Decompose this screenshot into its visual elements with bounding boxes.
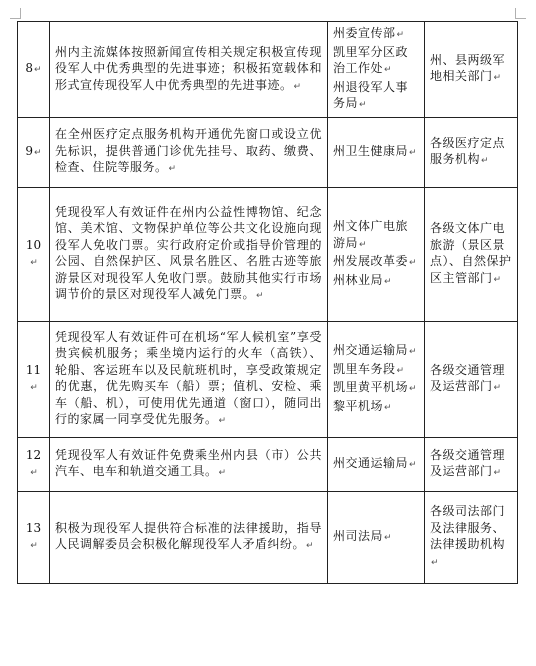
paragraph-mark: ↵ xyxy=(409,384,418,394)
measure-content: 积极为现役军人提供符合标准的法律援助，指导人民调解委员会积极化解现役军人矛盾纠纷。 xyxy=(55,520,322,551)
row-number-cell xyxy=(18,321,50,437)
implementing-unit: 各级司法部门及法律服务、法律援助机构 xyxy=(430,504,506,551)
paragraph-mark: ↵ xyxy=(384,276,393,287)
responsible-unit: 凯里黄平机场↵ xyxy=(333,380,418,394)
measure-content-cell xyxy=(50,321,328,437)
row-number-cell xyxy=(18,187,50,321)
measure-content: 凭现役军人有效证件可在机场“军人候机室”享受贵宾候机服务；乘坐境内运行的火车（高铁）、轮船、客运班车以及民航班机时，享受政策规定的优惠，优先购买车（船）票；值机、安检、乘车（船、机），可使用优先通道（窗口），随同出行的家属一同享受优先服务。 xyxy=(55,329,322,426)
implementing-unit-cell xyxy=(425,321,518,437)
paragraph-mark: ↵ xyxy=(409,347,418,357)
paragraph-mark: ↵ xyxy=(384,402,393,413)
measure-content-cell xyxy=(50,22,328,118)
table-row xyxy=(18,491,518,583)
policy-table-body xyxy=(18,22,518,584)
responsible-unit-cell xyxy=(328,187,425,321)
implementing-unit-cell xyxy=(425,491,518,583)
measure-content: 在全州医疗定点服务机构开通优先窗口或设立优先标识，提供普通门诊优先挂号、取药、缴费、检查、住院等服务。 xyxy=(55,127,322,175)
page-corner-mark-left xyxy=(10,8,21,19)
implementing-unit-cell xyxy=(425,437,518,491)
paragraph-mark: ↵ xyxy=(30,258,38,268)
policy-table xyxy=(17,21,518,584)
measure-content-cell xyxy=(50,491,328,583)
table-row xyxy=(18,117,518,187)
paragraph-mark: ↵ xyxy=(359,239,368,250)
measure-content-cell xyxy=(50,437,328,491)
paragraph-mark: ↵ xyxy=(493,383,502,393)
paragraph-mark: ↵ xyxy=(384,532,393,543)
table-row xyxy=(18,187,518,321)
paragraph-mark: ↵ xyxy=(218,416,227,426)
implementing-unit: 各级文体广电旅游（景区景点）、自然保护区主管部门 xyxy=(430,221,512,285)
paragraph-mark: ↵ xyxy=(409,459,418,470)
responsible-unit-cell xyxy=(328,491,425,583)
paragraph-mark: ↵ xyxy=(293,81,302,92)
responsible-unit-cell xyxy=(328,22,425,118)
row-number-cell xyxy=(18,491,50,583)
row-number-cell xyxy=(18,22,50,118)
responsible-unit: 州司法局↵ xyxy=(333,528,393,543)
paragraph-mark: ↵ xyxy=(493,274,502,285)
paragraph-mark: ↵ xyxy=(30,468,38,478)
responsible-unit-cell xyxy=(328,321,425,437)
paragraph-mark: ↵ xyxy=(306,541,315,551)
row-number: 11 xyxy=(25,362,42,377)
responsible-unit: 州文体广电旅游局↵ xyxy=(333,219,409,250)
page-corner-mark-right xyxy=(515,8,526,19)
responsible-unit: 凯里军分区政治工作处↵ xyxy=(333,44,409,75)
paragraph-mark: ↵ xyxy=(493,73,502,84)
measure-content-cell xyxy=(50,187,328,321)
paragraph-mark: ↵ xyxy=(409,258,418,268)
responsible-unit: 州退役军人事务局↵ xyxy=(333,79,409,110)
row-number: 12 xyxy=(25,447,42,462)
paragraph-mark: ↵ xyxy=(409,147,418,158)
implementing-unit: 各级医疗定点服务机构 xyxy=(430,135,506,166)
responsible-unit: 凯里车务段↵ xyxy=(333,361,405,376)
measure-content-cell xyxy=(50,117,328,187)
paragraph-mark: ↵ xyxy=(431,557,440,568)
implementing-unit: 各级交通管理及运营部门 xyxy=(430,447,506,478)
row-number-cell xyxy=(18,437,50,491)
row-number: 9 xyxy=(25,143,34,158)
responsible-unit: 州卫生健康局↵ xyxy=(333,143,418,158)
responsible-unit-cell xyxy=(328,117,425,187)
responsible-unit: 州交通运输局↵ xyxy=(333,343,418,357)
implementing-unit-cell xyxy=(425,187,518,321)
implementing-unit-cell xyxy=(425,117,518,187)
paragraph-mark: ↵ xyxy=(30,541,38,551)
paragraph-mark: ↵ xyxy=(34,65,42,75)
row-number: 10 xyxy=(25,237,42,252)
implementing-unit-cell xyxy=(425,22,518,118)
measure-content: 凭现役军人有效证件在州内公益性博物馆、纪念馆、美术馆、文物保护单位等公共文化设施向现役军人免收门票。实行政府定价或指导价管理的公园、自然保护区、风景名胜区、名胜古迹等旅游景区对现役军人免收门票。鼓励其他实行市场调节价的景区对现役军人减免门票。 xyxy=(55,204,322,301)
responsible-unit: 州发展改革委↵ xyxy=(333,254,418,268)
row-number-cell xyxy=(18,117,50,187)
responsible-unit-cell xyxy=(328,437,425,491)
paragraph-mark: ↵ xyxy=(256,291,265,301)
paragraph-mark: ↵ xyxy=(30,383,38,393)
measure-content: 州内主流媒体按照新闻宣传相关规定积极宣传现役军人中优秀典型的先进事迹；积极拓宽载体和形式宣传现役军人中优秀典型的先进事迹。 xyxy=(55,44,322,92)
responsible-unit: 黎平机场↵ xyxy=(333,398,393,413)
responsible-unit: 州委宣传部↵ xyxy=(333,26,405,40)
table-row xyxy=(18,22,518,118)
responsible-unit: 州交通运输局↵ xyxy=(333,455,418,470)
paragraph-mark: ↵ xyxy=(34,147,42,158)
responsible-unit: 州林业局↵ xyxy=(333,272,393,287)
table-row xyxy=(18,437,518,491)
paragraph-mark: ↵ xyxy=(218,468,227,478)
row-number: 13 xyxy=(25,520,42,535)
implementing-unit: 各级交通管理及运营部门 xyxy=(430,362,506,393)
paragraph-mark: ↵ xyxy=(493,468,502,478)
paragraph-mark: ↵ xyxy=(481,156,490,166)
paragraph-mark: ↵ xyxy=(396,30,405,40)
paragraph-mark: ↵ xyxy=(384,65,393,75)
paragraph-mark: ↵ xyxy=(396,365,405,376)
implementing-unit: 州、县两级军地相关部门 xyxy=(430,52,506,84)
table-row xyxy=(18,321,518,437)
paragraph-mark: ↵ xyxy=(359,100,368,110)
measure-content: 凭现役军人有效证件免费乘坐州内县（市）公共汽车、电车和轨道交通工具。 xyxy=(55,447,322,478)
row-number: 8 xyxy=(25,61,34,75)
paragraph-mark: ↵ xyxy=(168,164,177,175)
